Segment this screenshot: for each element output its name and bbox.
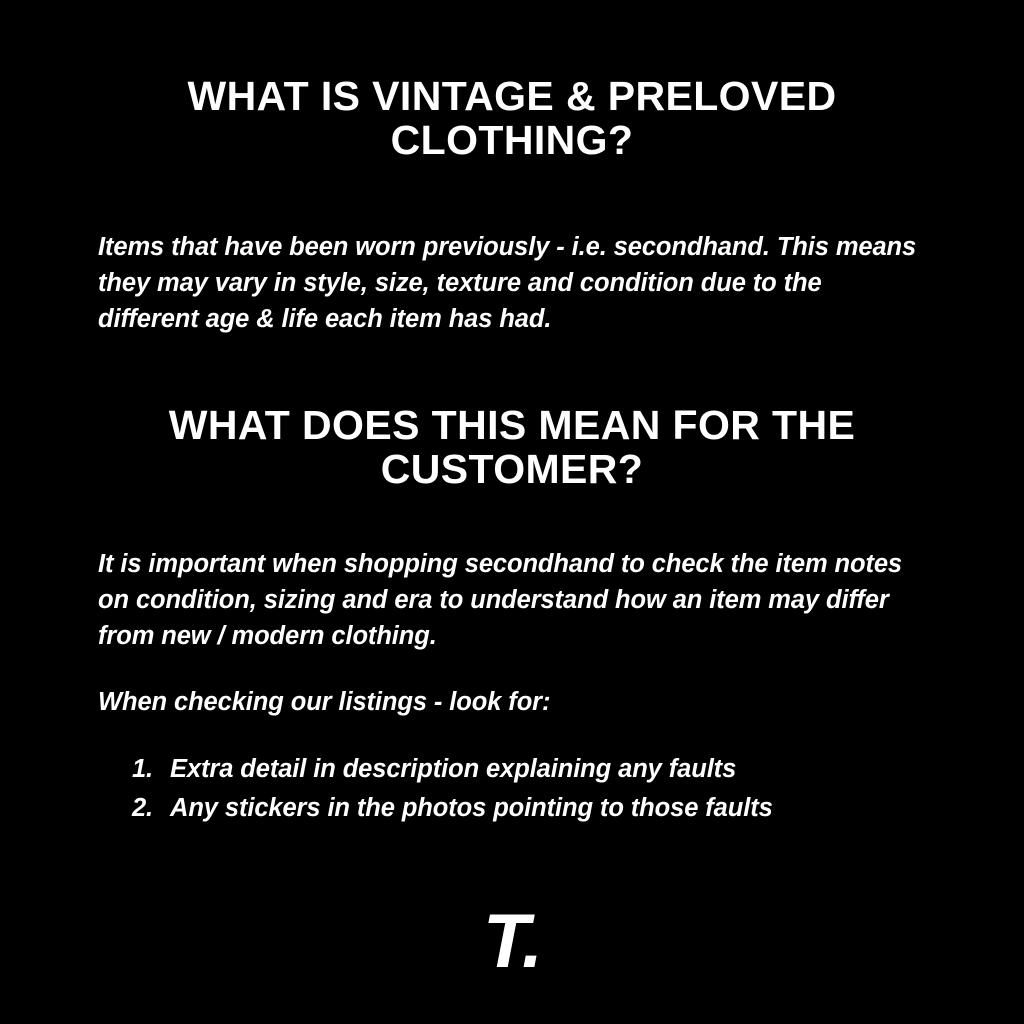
customer-paragraph: It is important when shopping secondhand to check the item notes on condition, sizing and era to understand how an item may differ from new / modern clothing.	[98, 549, 903, 651]
list-item: 1. Extra detail in description explaining any faults	[160, 750, 960, 788]
spacer	[64, 492, 960, 546]
faults-list	[64, 750, 960, 827]
logo-mark-text: T.	[483, 899, 541, 984]
list-item: 2. Any stickers in the photos pointing to those faults	[160, 789, 960, 827]
spacer	[64, 163, 960, 229]
spacer	[64, 337, 960, 403]
listings-lead-text: When checking our listings - look for:	[98, 688, 551, 717]
page-title: WHAT IS VINTAGE & PRELOVED CLOTHING?	[187, 73, 837, 164]
brand-logo	[0, 899, 1024, 984]
section-heading-customer: WHAT DOES THIS MEAN FOR THE CUSTOMER?	[168, 402, 856, 493]
spacer	[64, 654, 960, 684]
intro-paragraph: Items that have been worn previously - i.e. secondhand. This means they may vary in style, size, texture and condition due to the different age & life each item has had.	[98, 232, 917, 333]
spacer	[64, 720, 960, 750]
